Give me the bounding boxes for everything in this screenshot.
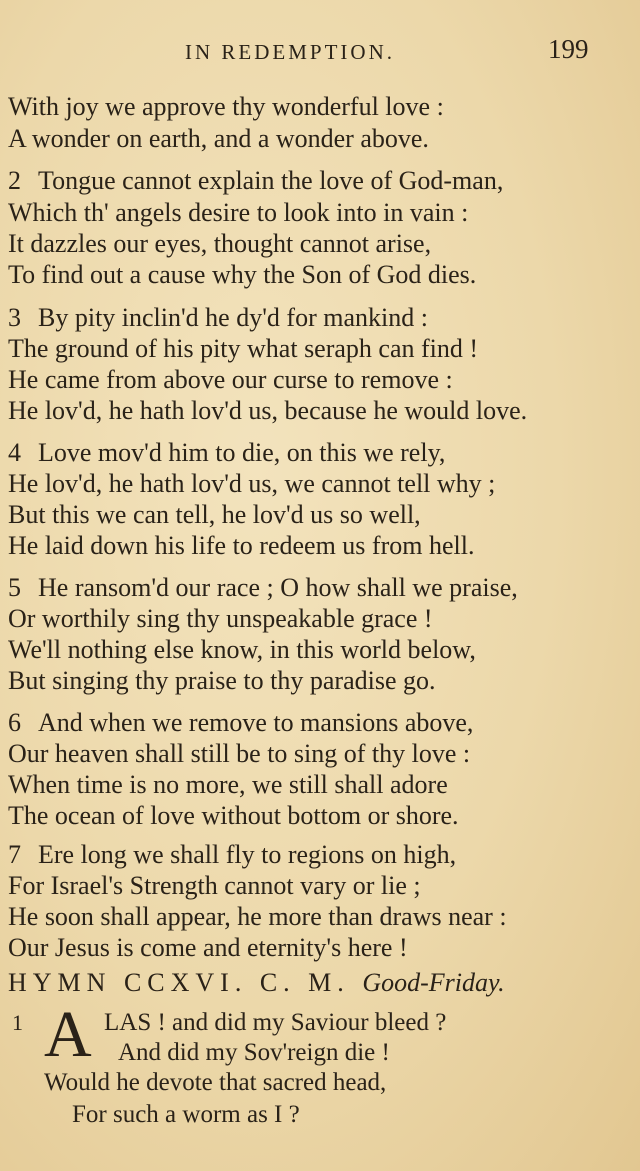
- stanza-line: Our Jesus is come and eternity's here !: [8, 933, 408, 962]
- stanza-line: 3 By pity inclin'd he dy'd for mankind :: [8, 303, 428, 332]
- stanza-line: 2 Tongue cannot explain the love of God-man,: [8, 166, 504, 195]
- stanza-line: 7 Ere long we shall fly to regions on high,: [8, 840, 457, 869]
- hymn-line: And did my Sov'reign die !: [118, 1039, 390, 1066]
- hymn-occasion: Good-Friday.: [362, 968, 505, 997]
- stanza-line: Which th' angels desire to look into in vain :: [8, 198, 469, 227]
- stanza-line: It dazzles our eyes, thought cannot arise,: [8, 229, 432, 258]
- stanza-line: The ground of his pity what seraph can find !: [8, 334, 479, 363]
- stanza-line: But this we can tell, he lov'd us so well,: [8, 500, 421, 529]
- hymn-title: HYMN CCXVI. C. M.: [8, 968, 350, 997]
- hymn-line: For such a worm as I ?: [72, 1101, 300, 1128]
- page-number: 199: [548, 34, 589, 64]
- hymn-line: Would he devote that sacred head,: [44, 1069, 387, 1096]
- stanza-line: He lov'd, he hath lov'd us, because he would love.: [8, 396, 528, 425]
- stanza-number: 3: [8, 303, 21, 332]
- stanza-line: To find out a cause why the Son of God dies.: [8, 260, 477, 289]
- stanza-line: Or worthily sing thy unspeakable grace !: [8, 604, 433, 633]
- stanza-line: He laid down his life to redeem us from hell.: [8, 531, 475, 560]
- stanza-line: 4 Love mov'd him to die, on this we rely,: [8, 438, 446, 467]
- hymn-line: LAS ! and did my Saviour bleed ?: [104, 1009, 447, 1036]
- stanza-line: With joy we approve thy wonderful love :: [8, 92, 444, 121]
- stanza-line: We'll nothing else know, in this world below,: [8, 635, 476, 664]
- stanza-number: 4: [8, 438, 21, 467]
- stanza-line: He came from above our curse to remove :: [8, 365, 453, 394]
- stanza-line: For Israel's Strength cannot vary or lie ;: [8, 871, 421, 900]
- drop-cap: A: [44, 998, 92, 1071]
- stanza-line: He soon shall appear, he more than draws near :: [8, 902, 507, 931]
- stanza-line: He lov'd, he hath lov'd us, we cannot tell why ;: [8, 469, 496, 498]
- stanza-number: 2: [8, 166, 21, 195]
- stanza-line: A wonder on earth, and a wonder above.: [8, 124, 429, 153]
- stanza-number: 5: [8, 573, 21, 602]
- stanza-line: But singing thy praise to thy paradise go.: [8, 666, 436, 695]
- stanza-number: 6: [8, 708, 21, 737]
- stanza-line: 6 And when we remove to mansions above,: [8, 708, 474, 737]
- hymn-heading: [8, 968, 633, 998]
- page-header: [0, 32, 640, 72]
- stanza-line: The ocean of love without bottom or shore.: [8, 801, 459, 830]
- stanza-line: Our heaven shall still be to sing of thy love :: [8, 739, 471, 768]
- stanza-number: 7: [8, 840, 21, 869]
- stanza-line: When time is no more, we still shall adore: [8, 770, 448, 799]
- running-title: IN REDEMPTION.: [185, 40, 395, 64]
- verse-number: 1: [12, 1010, 23, 1035]
- stanza-line: 5 He ransom'd our race ; O how shall we praise,: [8, 573, 518, 602]
